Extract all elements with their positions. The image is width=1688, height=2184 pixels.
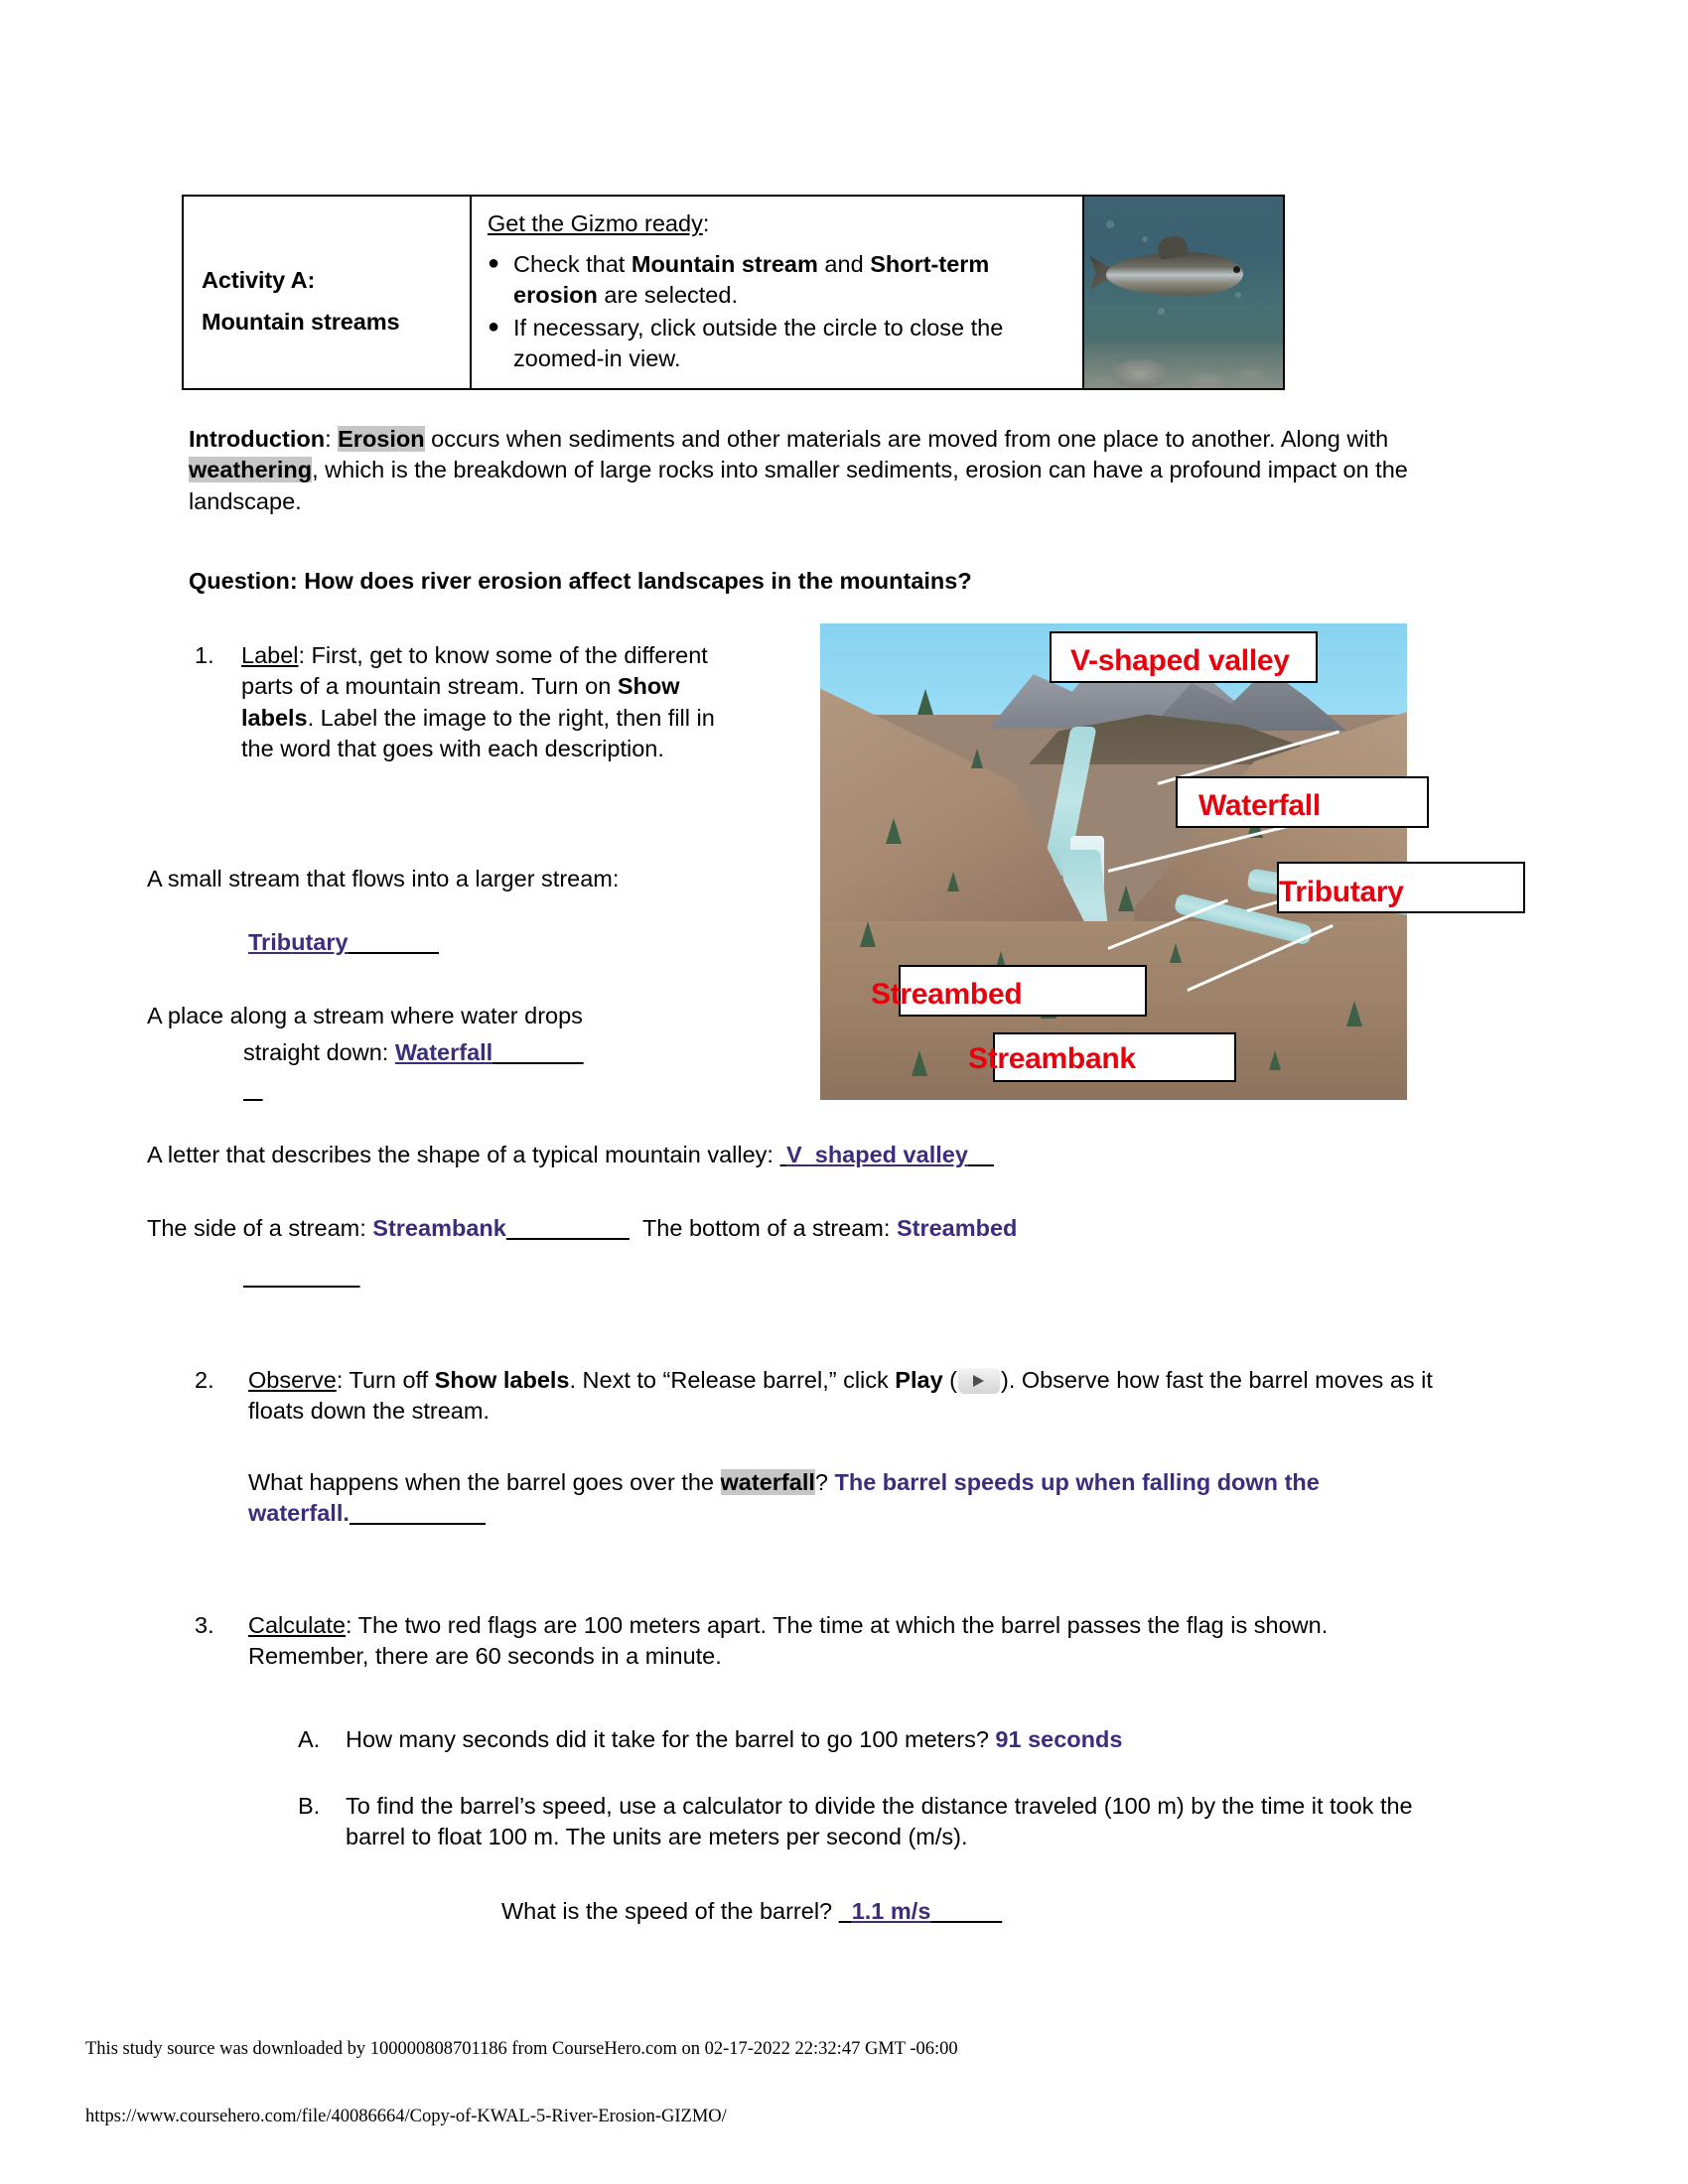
item-1-text [241,640,754,764]
answer-valley: V_shaped valley [786,1142,968,1167]
answer-barrel-waterfall: The barrel speeds up when falling down the waterfall. [248,1469,1320,1527]
fish-photo-image [1084,197,1283,388]
prompt-bank-question: The side of a stream: [147,1215,373,1241]
answer-tributary: Tributary [248,929,349,955]
term-weathering: weathering [189,457,313,483]
gizmo-ready-heading [488,210,1072,237]
item-3b-speed-line [501,1896,1455,1927]
item-2-text [248,1365,1455,1428]
prompt-tributary-question: A small stream that flows into a larger stream: [147,866,620,891]
answer-blank-line [350,1500,486,1526]
item-2-number: 2. [195,1367,214,1393]
item-3b-text: To find the barrel’s speed, use a calculator to divide the distance traveled (100 m) by the time it took the barrel to float 100 m. The units are meters per second (m/s). [346,1793,1413,1850]
tree-icon [1346,1001,1362,1026]
bullet1-bold2: Short-term erosion [513,251,990,308]
label-text-waterfall: Waterfall [1198,789,1321,822]
item-1-bold: Show labels [241,673,680,731]
bubble-icon [1142,236,1148,242]
activity-title-line2: Mountain streams [202,308,400,335]
introduction-label: Introduction [189,426,326,452]
item-2-text-d: ). Observe how fast the barrel moves as it floats down the stream. [248,1367,1433,1425]
footer-source-url[interactable]: https://www.coursehero.com/file/40086664/Copy-of-KWAL-5-River-Erosion-GIZMO/ [85,2107,727,2126]
gizmo-ready-label: Get the Gizmo ready [488,210,703,236]
activity-header-table [182,195,1285,390]
bullet-dot-icon: ● [488,316,500,339]
prompt-waterfall-blank-continued [243,1074,263,1105]
item-2-bold-a: Show labels [434,1367,570,1393]
item-1-label: Label [241,642,299,668]
prompt-bed-blank-continued [243,1261,360,1292]
prompt-valley [147,1140,1338,1170]
term-waterfall: waterfall [720,1469,815,1495]
tree-icon [971,749,983,768]
label-text-streambank: Streambank [968,1042,1136,1075]
item-3-body: : The two red flags are 100 meters apart. The time at which the barrel passes the flag is shown. Remember, there are 60 seconds in a minute. [248,1612,1329,1670]
play-icon[interactable] [958,1368,1000,1394]
answer-blank-line-2 [243,1076,263,1102]
item-2-label: Observe [248,1367,337,1393]
bullet1-pre: Check that [513,251,632,277]
prompt-waterfall-question [147,1001,763,1031]
bullet1-bold1: Mountain stream [631,251,818,277]
item-1-text-b: . Label the image to the right, then fill in the word that goes with each description. [241,704,715,761]
tree-icon [1269,1050,1281,1070]
activity-title-cell [184,197,472,388]
footer-download-notice: This study source was downloaded by 100000808701186 from CourseHero.com on 02-17-2022 22:32:47 GMT -06:00 [85,2039,958,2059]
gizmo-instructions-cell [472,197,1082,388]
tree-icon [1118,886,1134,911]
item-2-bold-b: Play [895,1367,943,1393]
main-question: Question: How does river erosion affect landscapes in the mountains? [189,568,972,594]
introduction-text-1: occurs when sediments and other materials are moved from one place to another. Along with [424,426,1389,452]
fish-thumbnail [1082,197,1283,388]
item-3a-letter: A. [298,1726,321,1752]
introduction-paragraph [189,424,1445,517]
answer-blank-line [349,929,439,955]
prompt-waterfall-answer-line [243,1037,859,1068]
gizmo-bullet-1 [488,249,1072,310]
answer-blank-line [506,1215,630,1241]
item-3-label: Calculate [248,1612,346,1638]
item-2-subquestion [248,1467,1455,1530]
label-text-streambed: Streambed [871,978,1023,1011]
answer-streambed: Streambed [896,1215,1018,1241]
term-erosion: Erosion [338,426,425,452]
prompt-tributary-answer-line [248,927,596,958]
gizmo-bullet-1-text [513,249,1072,310]
bullet-dot-icon: ● [488,252,500,274]
answer-waterfall: Waterfall [394,1039,493,1065]
prompt-waterfall-line2: straight down: [243,1039,395,1065]
answer-blank-line [492,1039,583,1065]
item-3-text [248,1610,1455,1673]
answer-blank-line [930,1898,1002,1924]
fish-eye-icon [1233,266,1240,273]
tree-icon [1170,943,1182,963]
bullet1-mid: and [817,251,871,277]
fish-dorsal-fin-icon [1157,234,1190,260]
introduction-colon: : [325,426,339,452]
answer-seconds: 91 seconds [995,1726,1123,1752]
speed-pre-blank [839,1898,852,1924]
answer-blank-line [968,1142,994,1167]
gizmo-bullet-2 [488,313,1072,373]
bubble-icon [1235,292,1241,298]
item-3b-letter: B. [298,1793,321,1819]
item-2-text-c: ( [942,1367,957,1393]
item-2-subq-a: What happens when the barrel goes over the [248,1469,721,1495]
answer-blank-line-2 [243,1263,360,1289]
tree-icon [912,1050,927,1076]
item-3a-text [346,1724,1458,1755]
item-1-text-a: : First, get to know some of the different parts of a mountain stream. Turn on [241,642,708,700]
tree-icon [947,872,959,891]
prompt-valley-question: A letter that describes the shape of a typical mountain valley: [147,1142,780,1167]
bubble-icon [1106,220,1114,228]
item-3b-speed-question: What is the speed of the barrel? [501,1898,839,1924]
prompt-bank-bed [147,1213,1428,1244]
riverbed-rocks [1084,342,1283,388]
item-3a-question: How many seconds did it take for the barrel to go 100 meters? [346,1726,996,1752]
tree-icon [860,921,876,947]
label-text-tributary: Tributary [1279,876,1404,908]
bullet1-post: are selected. [597,281,738,308]
activity-title-line1: Activity A: [202,267,316,294]
item-2-subq-b: ? [814,1469,835,1495]
item-3-number: 3. [195,1612,214,1638]
answer-speed: 1.1 m/s [851,1898,931,1924]
item-1-number: 1. [195,642,214,668]
gizmo-ready-colon: : [702,210,710,236]
gizmo-bullet-2-text: If necessary, click outside the circle to close the zoomed-in view. [513,315,1004,371]
prompt-waterfall-line1: A place along a stream where water drops [147,1003,583,1028]
tree-icon [917,689,933,715]
fish-body-icon [1106,252,1243,296]
item-2-text-a: : Turn off [336,1367,435,1393]
introduction-text-2: , which is the breakdown of large rocks into smaller sediments, erosion can have a profound impact on the landscape. [189,457,1408,514]
gizmo-bullet-list [488,249,1072,373]
tree-icon [886,818,902,844]
item-2-text-b: . Next to “Release barrel,” click [569,1367,896,1393]
prompt-bed-question: The bottom of a stream: [641,1215,897,1241]
answer-streambank: Streambank [372,1215,506,1241]
bubble-icon [1158,308,1165,315]
label-text-v-shaped-valley: V-shaped valley [1070,644,1290,677]
